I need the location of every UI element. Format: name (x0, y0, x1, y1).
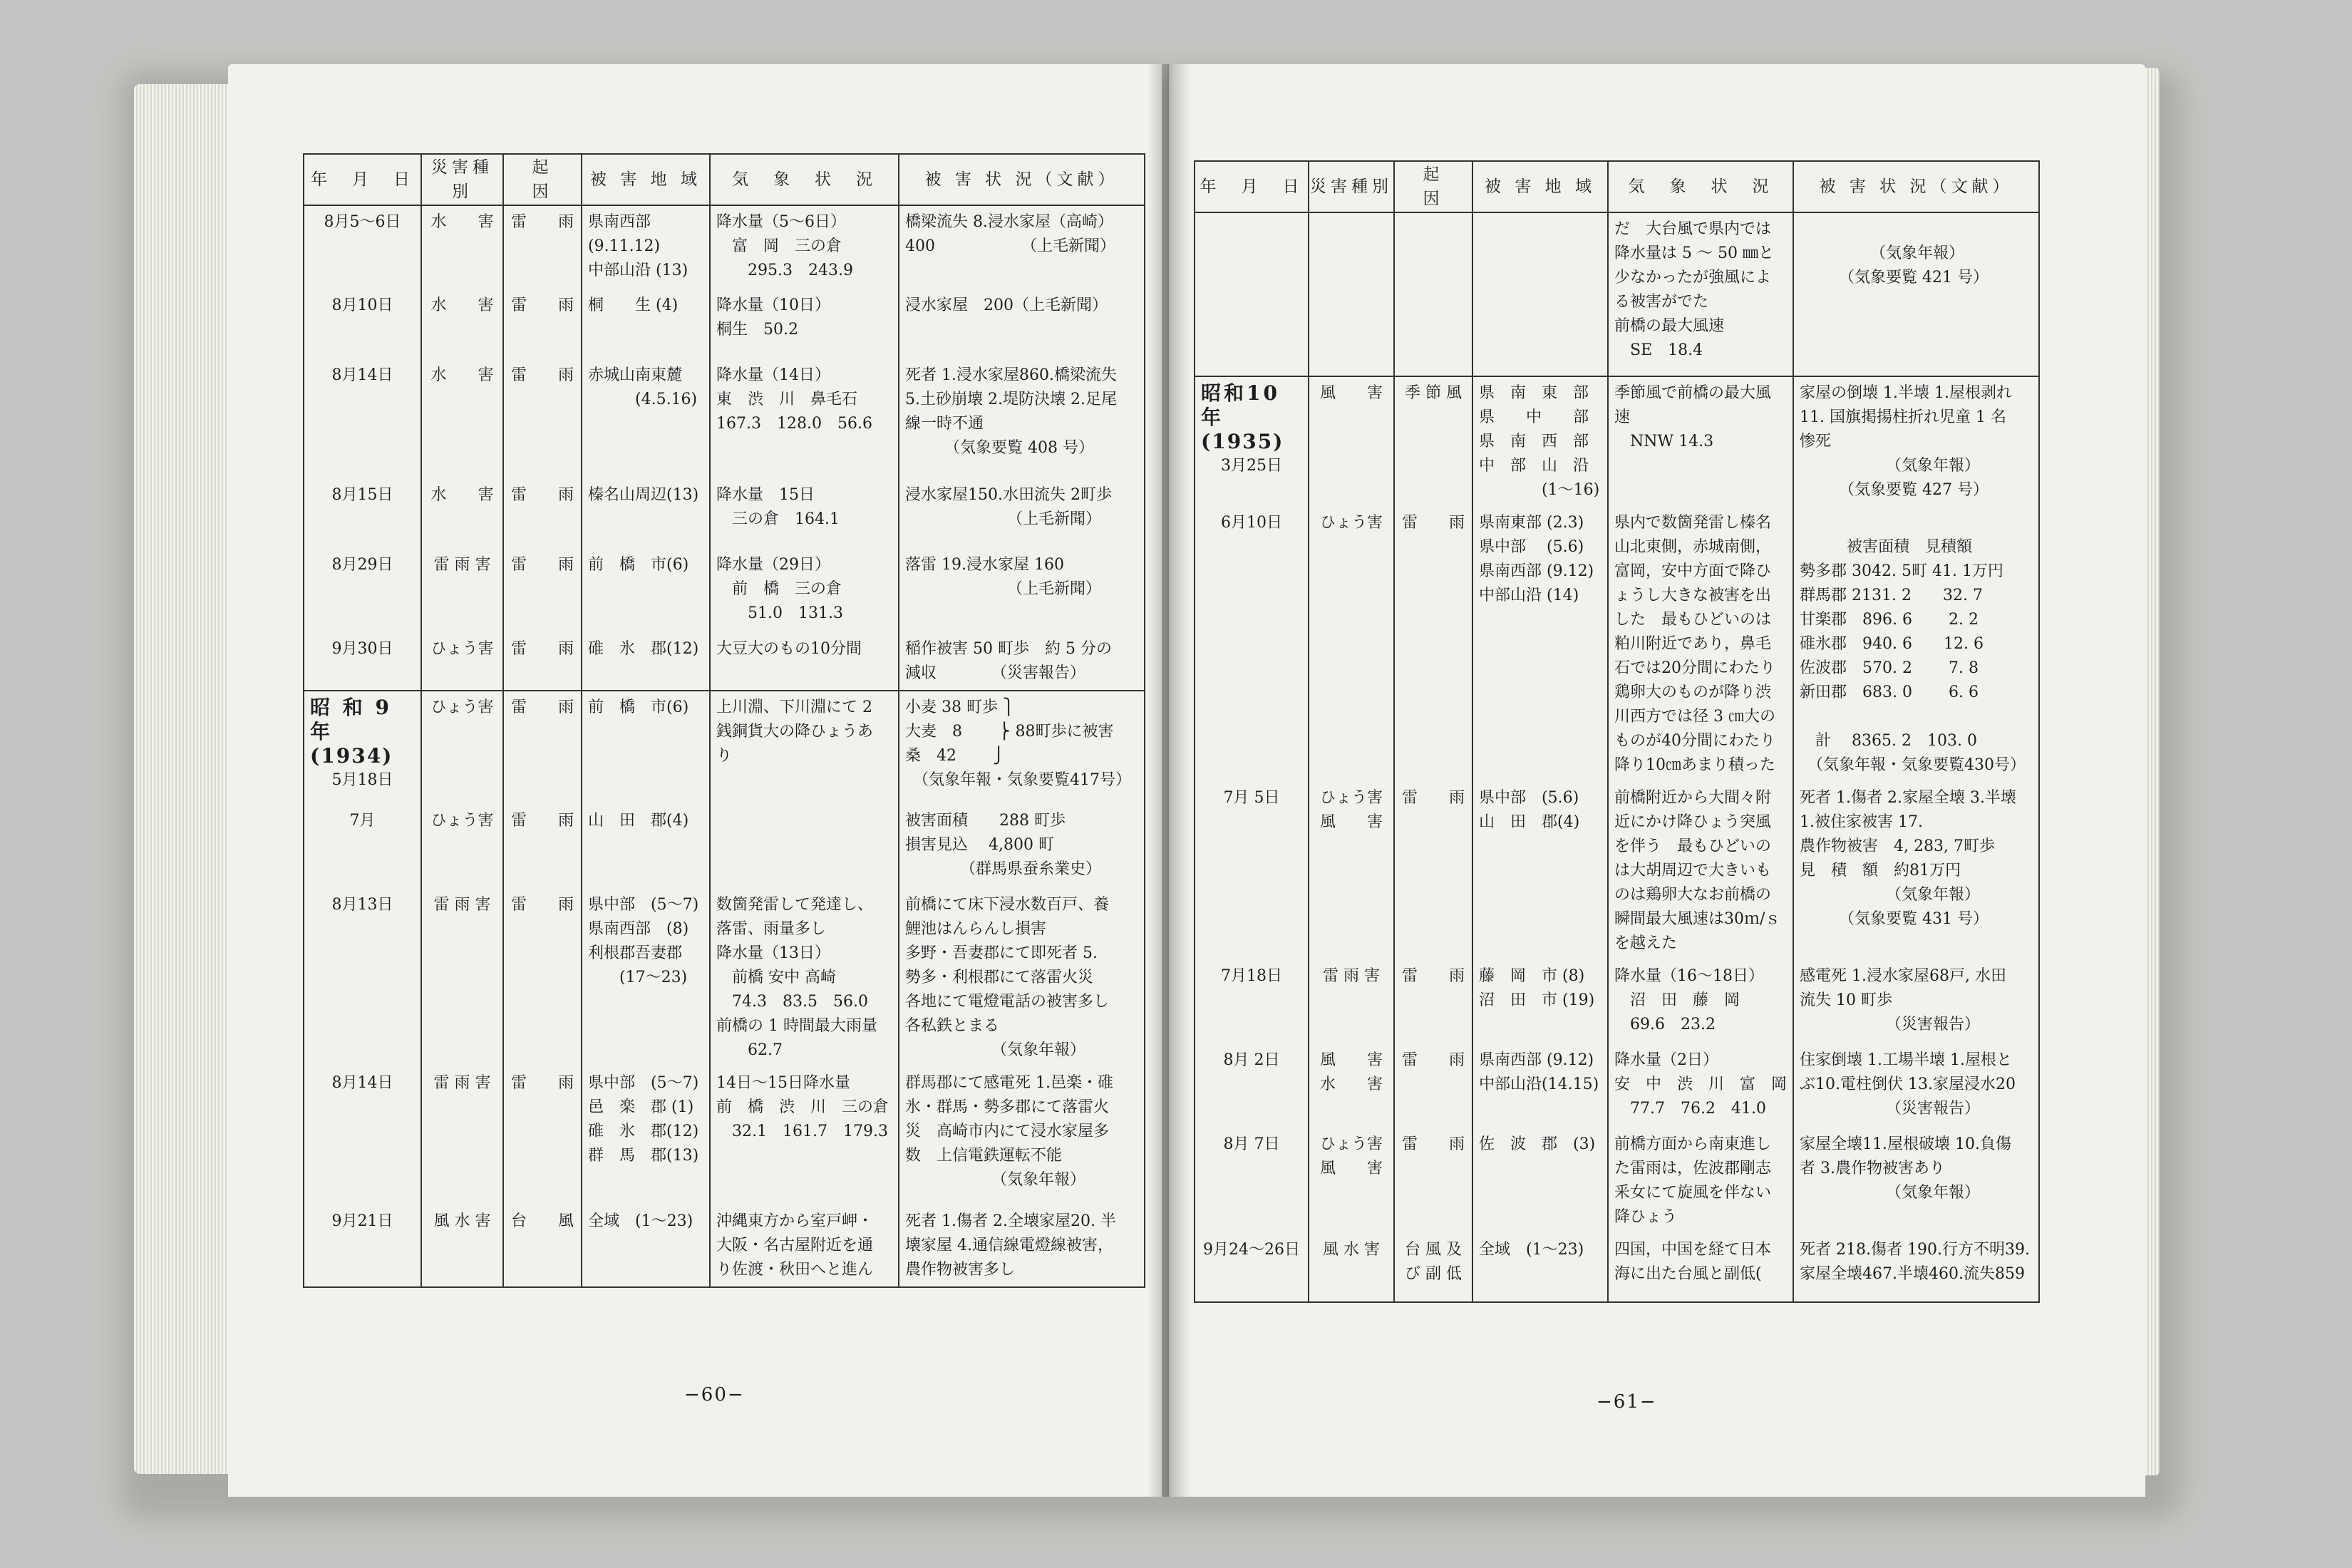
table-row (1195, 960, 2039, 1044)
damage-cell: 被害面積 288 町歩 損害見込 4,800 町 （群馬県蚕糸業史） (899, 805, 1145, 889)
era-label: 昭和10年 (1201, 381, 1280, 429)
damage-cell: 稲作被害 50 町歩 約 5 分の 減収 （災害報告） (899, 633, 1145, 691)
table-row (304, 1205, 1145, 1287)
disaster-type-cell: 水 害 (421, 205, 503, 289)
right-table-header (1195, 161, 2039, 212)
table-row (304, 889, 1145, 1067)
damage-cell: 橋梁流失 8.浸水家屋（高崎） 400 （上毛新聞） (899, 205, 1145, 289)
weather-cell: 降水量（16〜18日） 沼 田 藤 岡 69.6 23.2 (1608, 960, 1793, 1044)
disaster-type-cell: 水 害 (421, 479, 503, 549)
cause-cell: 雷 雨 (503, 205, 582, 289)
cause-cell: 雷 雨 (503, 479, 582, 549)
right-page-number: −61− (1597, 1391, 1657, 1413)
page-stack-left-edge (134, 84, 241, 1474)
left-page-number: −60− (684, 1384, 745, 1405)
area-cell: 藤 岡 市 (8) 沼 田 市 (19) (1472, 960, 1608, 1044)
right-header-disaster-type: 災害種別 (1309, 161, 1394, 212)
table-row (1195, 1234, 2039, 1302)
table-row (304, 359, 1145, 479)
weather-cell (710, 805, 899, 889)
area-cell: 前 橋 市(6) (582, 549, 710, 633)
row-date: 5月18日 (331, 771, 393, 789)
area-cell: 県南西部(9.11.12) 中部山沿 (13) (582, 205, 710, 289)
disaster-type-cell: 水 害 (421, 359, 503, 479)
date-cell: 8月14日 (304, 359, 421, 479)
weather-cell: 降水量（14日） 東 渋 川 鼻毛石 167.3 128.0 56.6 (710, 359, 899, 479)
date-cell: 8月 7日 (1195, 1128, 1309, 1234)
weather-cell: 大豆大のもの10分間 (710, 633, 899, 691)
right-table-body (1195, 212, 2039, 1302)
area-cell: 桐 生 (4) (582, 289, 710, 359)
weather-cell: 降水量（10日） 桐生 50.2 (710, 289, 899, 359)
weather-cell: 降水量（29日） 前 橋 三の倉 51.0 131.3 (710, 549, 899, 633)
left-disaster-table (303, 153, 1145, 1288)
cause-cell: 台 風 及 び 副 低 (1394, 1234, 1472, 1302)
damage-cell: 群馬郡にて感電死 1.邑楽・碓 氷・群馬・勢多郡にて落雷火 災 高崎市内にて浸水家屋多 数 上信電鉄運転不能 （気象年報） (899, 1067, 1145, 1205)
right-disaster-table (1194, 160, 2040, 1303)
date-cell: 8月29日 (304, 549, 421, 633)
disaster-type-cell (1309, 212, 1394, 376)
date-cell (304, 691, 421, 805)
weather-cell: 季節風で前橋の最大風 速 NNW 14.3 (1608, 376, 1793, 507)
right-header-weather: 気 象 状 況 (1608, 161, 1793, 212)
era-label: 昭 和 9 年 (310, 696, 392, 743)
cause-cell: 雷 雨 (503, 633, 582, 691)
table-row (304, 289, 1145, 359)
disaster-type-cell: ひょう害 (421, 633, 503, 691)
right-header-area: 被 害 地 域 (1472, 161, 1608, 212)
damage-cell: 死者 1.傷者 2.家屋全壊 3.半壊 1.被住家被害 17. 農作物被害 4, 283, 7町歩 見 積 額 約81万円 （気象年報） （気象要覧 431 号） (1793, 782, 2039, 960)
damage-cell: 住家倒壊 1.工場半壊 1.屋根と ぶ10.電柱倒伏 13.家屋浸水20 （災害報告） (1793, 1044, 2039, 1128)
table-row (304, 805, 1145, 889)
disaster-type-cell: ひょう害 風 害 (1309, 1128, 1394, 1234)
era-year: (1935) (1201, 430, 1284, 453)
weather-cell: 県内で数箇発雷し榛名 山北東側，赤城南側， 富岡，安中方面で降ひ ょうし大きな被害を出 した 最もひどいのは 粕川附近であり，鼻毛 石では20分間にわたり 鶏卵大のものが降り渋 川西方では径 3 ㎝大の ものが40分間にわたり 降り10㎝あまり積った (1608, 507, 1793, 782)
cause-cell: 雷 雨 (503, 1067, 582, 1205)
date-cell: 8月10日 (304, 289, 421, 359)
date-cell: 7月 (304, 805, 421, 889)
disaster-type-cell: 雷 雨 害 (1309, 960, 1394, 1044)
weather-cell: 数箇発雷して発達し、 落雷、雨量多し 降水量（13日） 前橋 安中 高崎 74.3 83.5 56.0 前橋の 1 時間最大雨量 62.7 (710, 889, 899, 1067)
left-header-weather: 気 象 状 況 (710, 154, 899, 205)
cause-cell: 雷 雨 (503, 289, 582, 359)
weather-cell: だ 大台風で県内では 降水量は 5 〜 50 ㎜と 少なかったが強風によ る被害がでた 前橋の最大風速 SE 18.4 (1608, 212, 1793, 376)
disaster-type-cell: 風 害 水 害 (1309, 1044, 1394, 1128)
disaster-type-cell: ひょう害 風 害 (1309, 782, 1394, 960)
damage-cell: 小麦 38 町歩 ⎫ 大麦 8 ⎬ 88町歩に被害 桑 42 ⎭ （気象年報・気象要覧417号） (899, 691, 1145, 805)
disaster-type-cell: 風 水 害 (1309, 1234, 1394, 1302)
area-cell: 佐 波 郡 (3) (1472, 1128, 1608, 1234)
damage-cell: 前橋にて床下浸水数百戸、養 鯉池はんらんし損害 多野・吾妻郡にて即死者 5. 勢多・利根郡にて落雷火災 各地にて電燈電話の被害多し 各私鉄とまる （気象年報） (899, 889, 1145, 1067)
weather-cell: 沖縄東方から室戸岬・ 大阪・名古屋附近を通 り佐渡・秋田へと進ん (710, 1205, 899, 1287)
date-cell: 8月14日 (304, 1067, 421, 1205)
damage-cell: 感電死 1.浸水家屋68戸, 水田 流失 10 町歩 （災害報告） (1793, 960, 2039, 1044)
table-row (304, 549, 1145, 633)
table-row (1195, 212, 2039, 376)
damage-cell: 落雷 19.浸水家屋 160 （上毛新聞） (899, 549, 1145, 633)
area-cell: 県中部 (5〜7) 県南西部 (8) 利根郡吾妻郡 (17〜23) (582, 889, 710, 1067)
area-cell: 県南西部 (9.12) 中部山沿(14.15) (1472, 1044, 1608, 1128)
damage-cell: 浸水家屋150.水田流失 2町歩 （上毛新聞） (899, 479, 1145, 549)
area-cell: 赤城山南東麓 (4.5.16) (582, 359, 710, 479)
date-cell (1195, 376, 1309, 507)
disaster-type-cell: 雷 雨 害 (421, 1067, 503, 1205)
table-row (304, 1067, 1145, 1205)
area-cell: 県南東部 (2.3) 県中部 (5.6) 県南西部 (9.12) 中部山沿 (14) (1472, 507, 1608, 782)
area-cell: 県中部 (5〜7) 邑 楽 郡 (1) 碓 氷 郡(12) 群 馬 郡(13) (582, 1067, 710, 1205)
area-cell: 県中部 (5.6) 山 田 郡(4) (1472, 782, 1608, 960)
cause-cell: 雷 雨 (1394, 960, 1472, 1044)
date-cell: 7月18日 (1195, 960, 1309, 1044)
cause-cell: 雷 雨 (1394, 507, 1472, 782)
date-cell (1195, 212, 1309, 376)
table-row (304, 479, 1145, 549)
damage-cell: 死者 1.浸水家屋860.橋梁流失 5.土砂崩壊 2.堤防決壊 2.足尾 線一時不通 （気象要覧 408 号） (899, 359, 1145, 479)
cause-cell: 雷 雨 (1394, 1044, 1472, 1128)
disaster-type-cell: 水 害 (421, 289, 503, 359)
cause-cell: 季 節 風 (1394, 376, 1472, 507)
left-table-header (304, 154, 1145, 205)
date-cell: 8月 2日 (1195, 1044, 1309, 1128)
date-cell: 9月24〜26日 (1195, 1234, 1309, 1302)
weather-cell: 14日〜15日降水量 前 橋 渋 川 三の倉 32.1 161.7 179.3 (710, 1067, 899, 1205)
cause-cell: 雷 雨 (503, 549, 582, 633)
area-cell: 山 田 郡(4) (582, 805, 710, 889)
left-header-disaster-type: 災害種別 (421, 154, 503, 205)
cause-cell (1394, 212, 1472, 376)
right-header-cause: 起 因 (1394, 161, 1472, 212)
cause-cell: 雷 雨 (1394, 782, 1472, 960)
date-cell: 7月 5日 (1195, 782, 1309, 960)
cause-cell: 雷 雨 (503, 805, 582, 889)
weather-cell: 降水量 15日 三の倉 164.1 (710, 479, 899, 549)
cause-cell: 台 風 (503, 1205, 582, 1287)
date-cell: 6月10日 (1195, 507, 1309, 782)
date-cell: 8月15日 (304, 479, 421, 549)
damage-cell: （気象年報） （気象要覧 421 号） (1793, 212, 2039, 376)
damage-cell: 浸水家屋 200（上毛新聞） (899, 289, 1145, 359)
table-row (304, 691, 1145, 805)
area-cell: 県 南 東 部 県 中 部 県 南 西 部 中 部 山 沿 (1〜16) (1472, 376, 1608, 507)
table-row (1195, 1044, 2039, 1128)
damage-cell: 死者 218.傷者 190.行方不明39. 家屋全壊467.半壊460.流失859 (1793, 1234, 2039, 1302)
row-date: 3月25日 (1221, 457, 1282, 475)
right-header-date: 年 月 日 (1195, 161, 1309, 212)
damage-cell: 家屋の倒壊 1.半壊 1.屋根剥れ 11. 国旗掲揚柱折れ児童 1 名 惨死 （気象年報） （気象要覧 427 号） (1793, 376, 2039, 507)
area-cell (1472, 212, 1608, 376)
table-row (304, 633, 1145, 691)
disaster-type-cell: 雷 雨 害 (421, 889, 503, 1067)
disaster-type-cell: ひょう害 (1309, 507, 1394, 782)
date-cell: 8月5〜6日 (304, 205, 421, 289)
damage-cell: 被害面積 見積額 勢多郡 3042. 5町 41. 1万円 群馬郡 2131. 2 32. 7 甘楽郡 896. 6 2. 2 碓氷郡 940. 6 12. 6 佐波郡 570. 2 7. 8 新田郡 683. 0 6. 6 計 8365. 2 103. 0 （気象年報・気象要覧430号） (1793, 507, 2039, 782)
cause-cell: 雷 雨 (503, 691, 582, 805)
weather-cell: 前橋方面から南東進し た雷雨は，佐波郡剛志 釆女にて旋風を伴ない 降ひょう (1608, 1128, 1793, 1234)
damage-cell: 家屋全壊11.屋根破壊 10.負傷 者 3.農作物被害あり （気象年報） (1793, 1128, 2039, 1234)
left-header-date: 年 月 日 (304, 154, 421, 205)
table-row (1195, 782, 2039, 960)
left-header-area: 被 害 地 域 (582, 154, 710, 205)
cause-cell: 雷 雨 (503, 359, 582, 479)
era-year: (1934) (310, 744, 393, 768)
left-header-cause: 起 因 (503, 154, 582, 205)
area-cell: 碓 氷 郡(12) (582, 633, 710, 691)
right-page (1169, 64, 2145, 1497)
table-row (304, 205, 1145, 289)
area-cell: 全域 (1〜23) (1472, 1234, 1608, 1302)
area-cell: 前 橋 市(6) (582, 691, 710, 805)
left-header-damage: 被 害 状 況（文献） (899, 154, 1145, 205)
left-table-body (304, 205, 1145, 1287)
left-page (228, 64, 1162, 1497)
table-row (1195, 507, 2039, 782)
disaster-type-cell: 雷 雨 害 (421, 549, 503, 633)
right-table-wrap (1194, 160, 2113, 1303)
date-cell: 9月21日 (304, 1205, 421, 1287)
table-row (1195, 1128, 2039, 1234)
weather-cell: 上川淵、下川淵にて 2 銭銅貨大の降ひょうあ り (710, 691, 899, 805)
disaster-type-cell: ひょう害 (421, 691, 503, 805)
cause-cell: 雷 雨 (503, 889, 582, 1067)
weather-cell: 降水量（5〜6日） 富 岡 三の倉 295.3 243.9 (710, 205, 899, 289)
right-header-damage: 被 害 状 況（文献） (1793, 161, 2039, 212)
disaster-type-cell: ひょう害 (421, 805, 503, 889)
weather-cell: 前橋附近から大間々附 近にかけ降ひょう突風 を伴う 最もひどいの は大胡周辺で大きいも のは鶏卵大なお前橋の 瞬間最大風速は30ｍ/ｓ を越えた (1608, 782, 1793, 960)
left-table-wrap (303, 153, 1162, 1288)
table-row (1195, 376, 2039, 507)
area-cell: 全域 (1〜23) (582, 1205, 710, 1287)
cause-cell: 雷 雨 (1394, 1128, 1472, 1234)
date-cell: 8月13日 (304, 889, 421, 1067)
area-cell: 榛名山周辺(13) (582, 479, 710, 549)
disaster-type-cell: 風 水 害 (421, 1205, 503, 1287)
weather-cell: 四国，中国を経て日本 海に出た台風と副低( (1608, 1234, 1793, 1302)
disaster-type-cell: 風 害 (1309, 376, 1394, 507)
damage-cell: 死者 1.傷者 2.全壊家屋20. 半 壊家屋 4.通信線電燈線被害， 農作物被害多し (899, 1205, 1145, 1287)
book-gutter (1147, 64, 1190, 1497)
date-cell: 9月30日 (304, 633, 421, 691)
weather-cell: 降水量（2日） 安 中 渋 川 富 岡 77.7 76.2 41.0 (1608, 1044, 1793, 1128)
